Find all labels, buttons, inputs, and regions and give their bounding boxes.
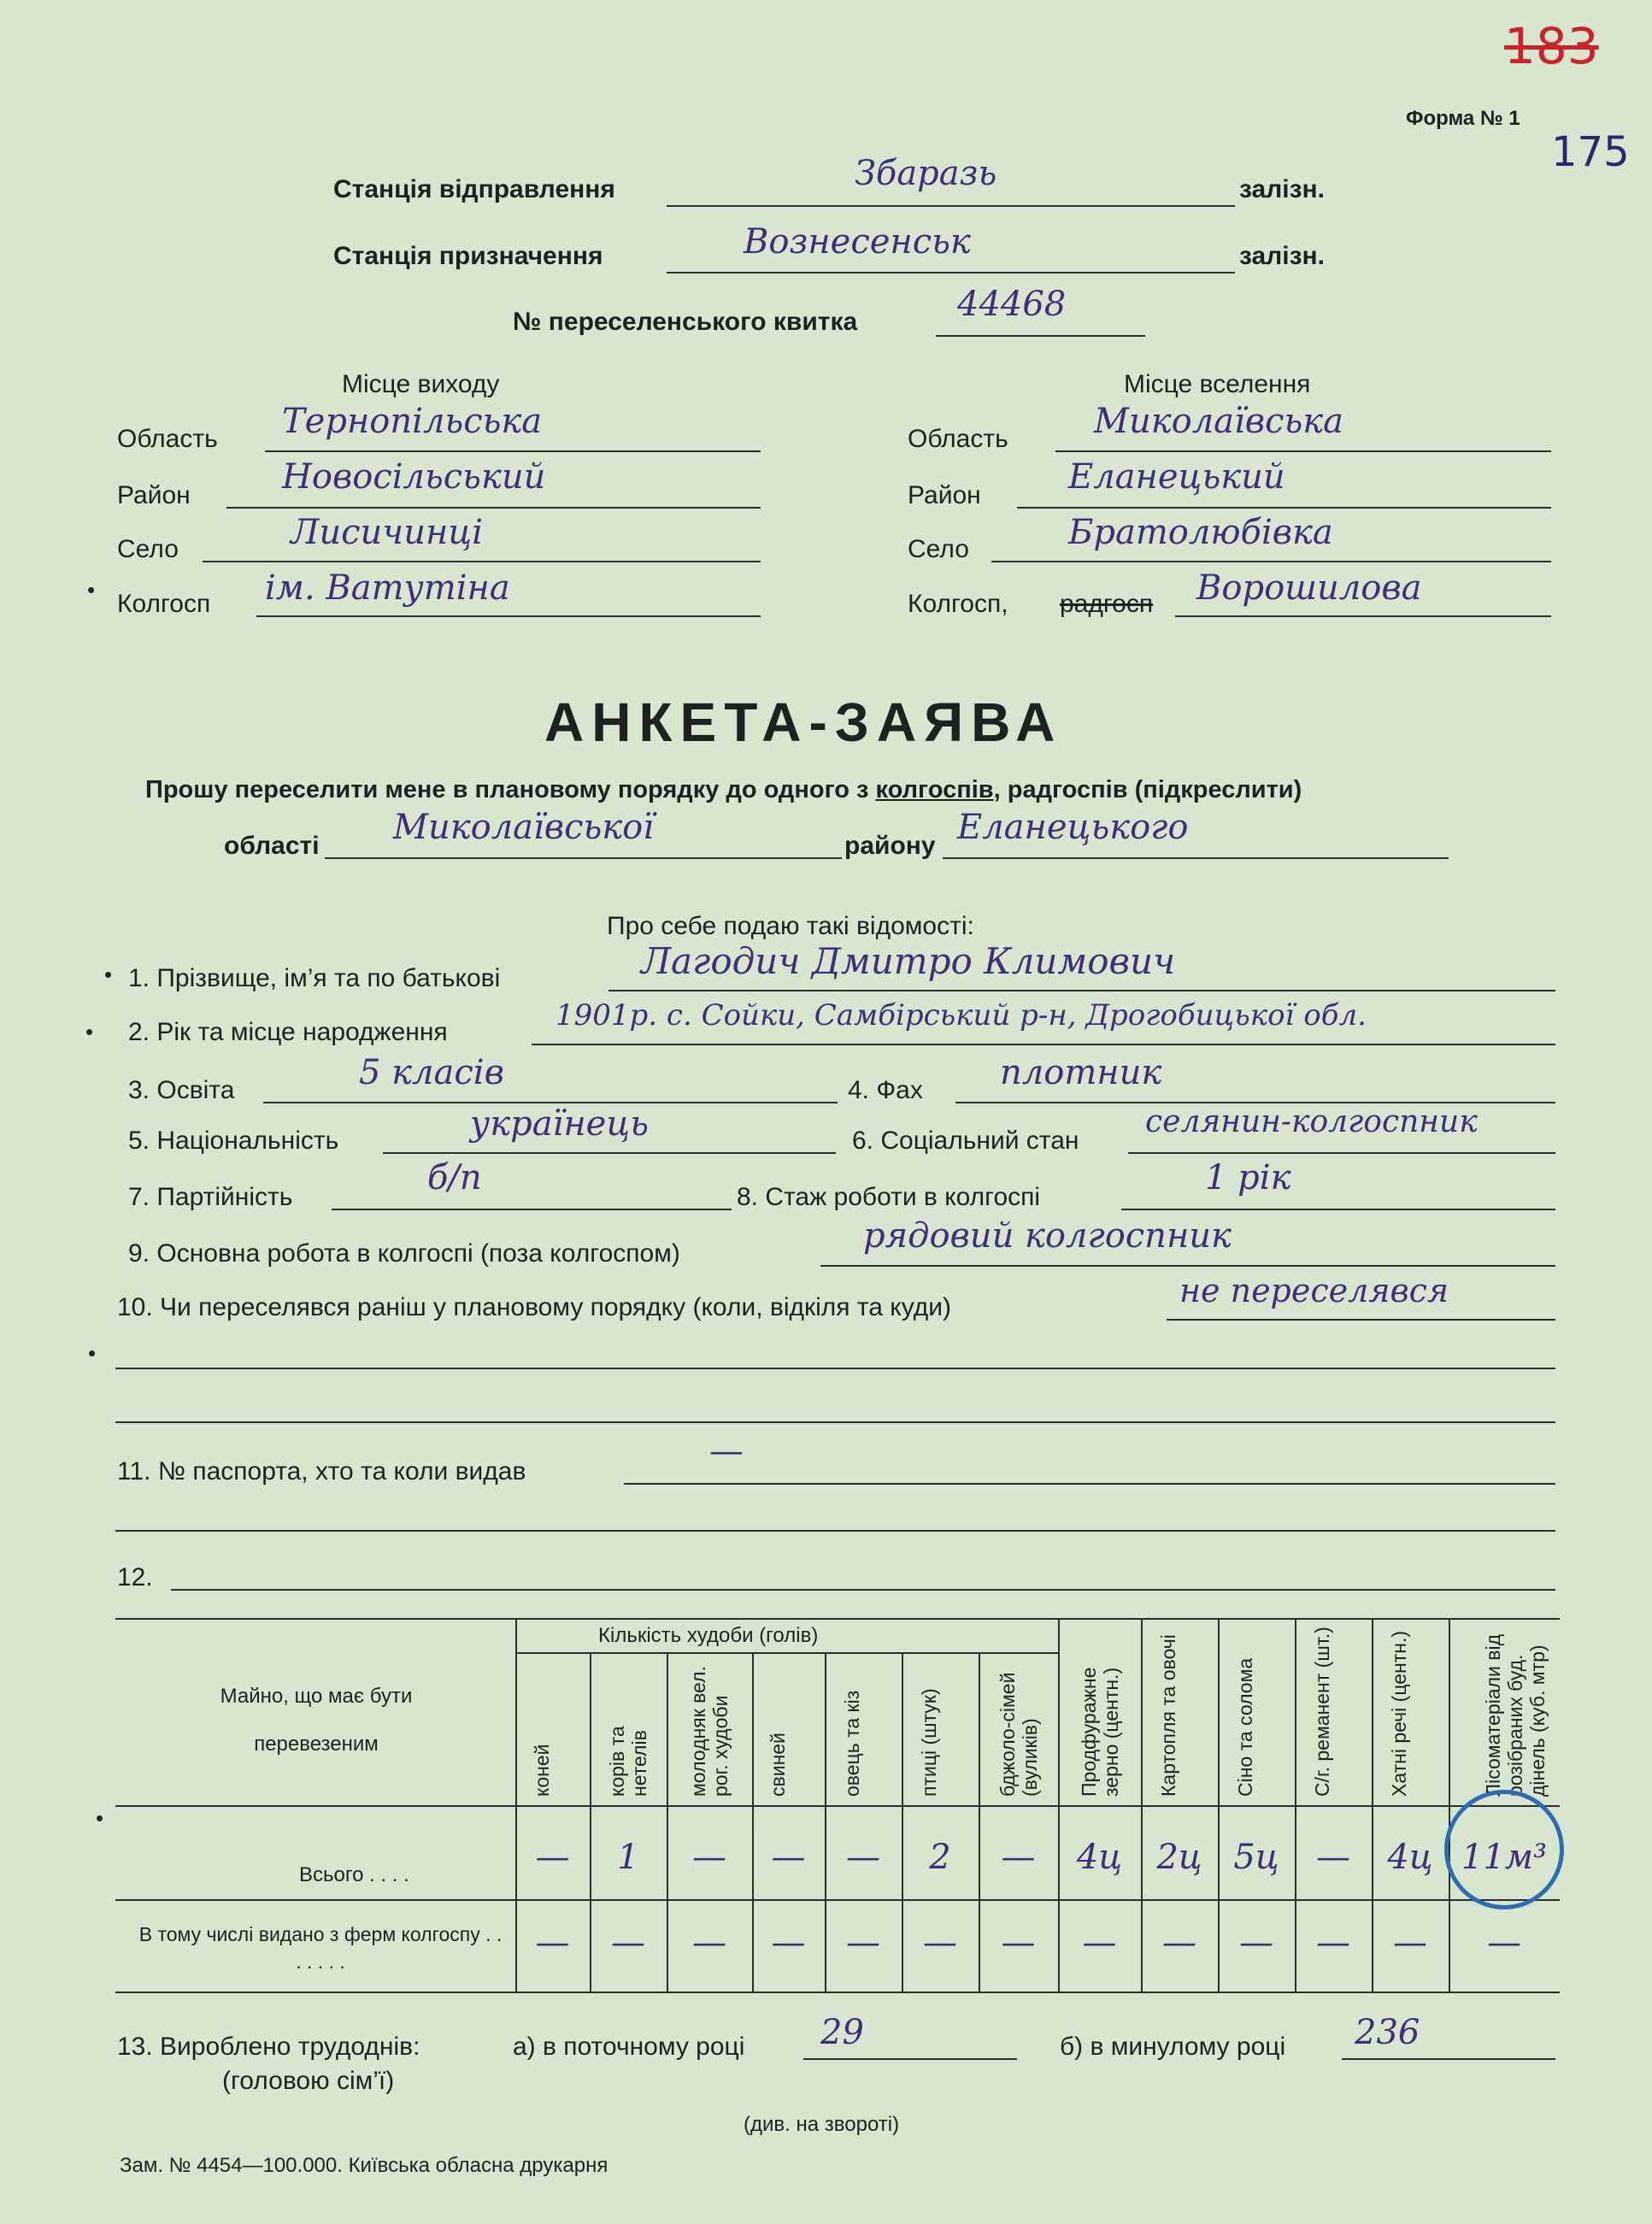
farm-cell: — xyxy=(535,1923,570,1962)
workdays-current-label: а) в поточному році xyxy=(513,2033,745,2061)
f3-label: 3. Освіта xyxy=(128,1076,235,1104)
f12-label: 12. xyxy=(117,1563,153,1592)
settle-raion-underline xyxy=(1017,507,1551,509)
request-kolhospiv: колгоспів xyxy=(875,776,994,803)
margin-mark: • xyxy=(96,1805,104,1831)
f4-value: плотник xyxy=(1000,1053,1162,1092)
total-label-text: Всього xyxy=(299,1863,364,1886)
workdays-current-underline xyxy=(803,2058,1017,2060)
farm-cell: — xyxy=(611,1923,645,1962)
settle-raion-label: Район xyxy=(908,481,981,509)
farm-cell: — xyxy=(1082,1923,1117,1962)
print-info: Зам. № 4454—100.000. Київська обласна друкарня xyxy=(120,2154,608,2177)
info-heading: Про себе подаю такі відомості: xyxy=(607,912,974,940)
exit-raion-value: Новосільський xyxy=(282,457,546,497)
destination-label: Станція призначення xyxy=(333,242,603,270)
total-cell: — xyxy=(771,1838,806,1877)
total-cell: 5ц xyxy=(1233,1838,1279,1877)
archive-number-struck: 183 xyxy=(1504,17,1599,75)
settle-oblast-label: Область xyxy=(908,425,1008,453)
f2-underline xyxy=(532,1044,1555,1045)
f6-underline xyxy=(1128,1152,1555,1154)
total-cell: 4ц xyxy=(1387,1838,1433,1877)
column-header: Сіно та солома xyxy=(1234,1657,1256,1797)
departure-value: Збаразь xyxy=(855,154,997,193)
f10-extra-line-1 xyxy=(115,1368,1555,1369)
f9-value: рядовий колгоспник xyxy=(863,1216,1232,1256)
f8-underline xyxy=(1121,1209,1555,1210)
f10-value: не переселявся xyxy=(1179,1272,1449,1309)
workdays-last-underline xyxy=(1342,2058,1555,2060)
farm-cell: — xyxy=(923,1923,957,1962)
exit-selo-underline xyxy=(203,561,761,562)
f10-extra-line-2 xyxy=(115,1421,1555,1423)
column-header: С/г. реманент (шт.) xyxy=(1311,1627,1333,1797)
farm-cell: — xyxy=(771,1923,806,1962)
margin-mark: • xyxy=(85,1019,94,1044)
column-header: свиней xyxy=(766,1733,789,1797)
f5-value: українець xyxy=(470,1104,650,1144)
page-title: АНКЕТА-ЗАЯВА xyxy=(544,691,1063,753)
ticket-value: 44468 xyxy=(957,285,1067,324)
f7-underline xyxy=(332,1209,732,1210)
settle-kolhosp-underline xyxy=(1175,615,1551,617)
request-line-end: , радгоспів (підкреслити) xyxy=(993,776,1302,803)
column-header: молодняк вел. рог. худоби xyxy=(687,1666,732,1797)
settle-selo-label: Село xyxy=(908,535,969,563)
f2-value: 1901р. с. Сойки, Самбірський р-н, Дрогобицької обл. xyxy=(556,998,1367,1033)
margin-mark: • xyxy=(87,577,96,603)
farm-cell: — xyxy=(692,1923,726,1962)
column-header: Картопля та овочі xyxy=(1157,1634,1179,1797)
workdays-sub: (головою сім’ї) xyxy=(222,2067,395,2095)
f2-label: 2. Рік та місце народження xyxy=(128,1018,448,1046)
farm-cell: — xyxy=(1393,1923,1427,1962)
farm-row-label: В тому числі видано з ферм колгоспу . . . . . . . xyxy=(138,1923,503,1973)
f12-underline xyxy=(171,1589,1555,1591)
f11-extra-line xyxy=(115,1530,1555,1532)
table-top-rule xyxy=(115,1618,1560,1620)
circle-mark xyxy=(1444,1790,1564,1909)
f10-underline xyxy=(1167,1319,1555,1321)
departure-label: Станція відправлення xyxy=(333,175,615,203)
settle-kolhosp-value: Ворошилова xyxy=(1196,568,1422,608)
workdays-label: 13. Вироблено трудоднів: xyxy=(117,2033,420,2061)
column-header: бджоло-сімей (вуликів) xyxy=(996,1672,1041,1797)
destination-value: Вознесенськ xyxy=(744,222,971,262)
settle-oblast-underline xyxy=(1055,450,1551,452)
exit-selo-value: Лисичинці xyxy=(291,513,483,552)
table-total-bottom-rule xyxy=(115,1899,1560,1901)
f1-value: Лагодич Дмитро Климович xyxy=(641,940,1176,982)
settle-radhosp-struck: радгосп xyxy=(1060,590,1154,618)
f4-underline xyxy=(955,1102,1555,1103)
total-cell: 2 xyxy=(929,1838,951,1877)
destination-underline xyxy=(667,272,1235,274)
total-cell: — xyxy=(1316,1838,1350,1877)
f7-value: б/п xyxy=(427,1158,482,1197)
workdays-last-label: б) в минулому році xyxy=(1060,2033,1286,2061)
total-cell: 11м³ xyxy=(1461,1838,1548,1877)
total-cell: — xyxy=(846,1838,880,1877)
exit-place-heading: Місце виходу xyxy=(342,370,500,398)
exit-oblast-value: Тернопільська xyxy=(282,402,543,441)
f6-value: селянин-колгоспник xyxy=(1145,1104,1478,1139)
f9-label: 9. Основна робота в колгоспі (поза колгоспом) xyxy=(128,1239,680,1268)
exit-kolhosp-value: ім. Ватутіна xyxy=(265,568,510,608)
livestock-header-rule xyxy=(515,1652,1058,1654)
form-label: Форма № 1 xyxy=(1406,107,1520,130)
f11-value: — xyxy=(709,1432,744,1471)
footer-note: (див. на звороті) xyxy=(744,2113,900,2136)
total-cell: 4ц xyxy=(1076,1838,1123,1877)
property-header: Майно, що має бути перевезеним xyxy=(220,1685,413,1756)
column-header: Хатні речі (центн.) xyxy=(1388,1630,1410,1797)
f9-underline xyxy=(820,1265,1555,1267)
settle-kolhosp-label: Колгосп, xyxy=(908,590,1008,618)
f10-label: 10. Чи переселявся раніш у плановому порядку (коли, відкіля та куди) xyxy=(117,1293,952,1321)
farm-cell: — xyxy=(1487,1923,1521,1962)
settle-selo-value: Братолюбівка xyxy=(1068,513,1333,552)
column-header: корів та нетелів xyxy=(606,1726,650,1797)
workdays-last-value: 236 xyxy=(1355,2013,1420,2052)
destination-rail-suffix: залізн. xyxy=(1239,242,1325,270)
exit-selo-label: Село xyxy=(117,535,179,563)
f3-value: 5 класів xyxy=(359,1053,504,1092)
settle-oblast-value: Миколаївська xyxy=(1094,402,1343,441)
farm-cell: — xyxy=(1001,1923,1036,1962)
exit-raion-label: Район xyxy=(117,481,191,509)
request-line-start: Прошу переселити мене в плановому порядку до одного з xyxy=(145,776,876,803)
ticket-label: № переселенського квитка xyxy=(513,308,858,336)
f8-label: 8. Стаж роботи в колгоспі xyxy=(737,1183,1041,1211)
farm-label-text: В тому числі видано з ферм колгоспу xyxy=(138,1923,480,1945)
total-cell: 2ц xyxy=(1156,1838,1202,1877)
column-header: овець та кіз xyxy=(841,1690,863,1797)
oblasti-value: Миколаївської xyxy=(393,808,655,847)
f11-underline xyxy=(624,1483,1555,1485)
farm-cell: — xyxy=(1316,1923,1350,1962)
settle-place-heading: Місце вселення xyxy=(1124,370,1311,398)
f5-underline xyxy=(383,1152,836,1154)
settle-selo-underline xyxy=(991,561,1551,562)
column-header: птиці (штук) xyxy=(918,1688,940,1797)
raionu-underline xyxy=(943,857,1449,859)
departure-underline xyxy=(667,205,1235,207)
total-cell: 1 xyxy=(617,1838,639,1877)
f1-label: 1. Прізвище, ім’я та по батькові xyxy=(128,964,501,992)
exit-kolhosp-underline xyxy=(256,615,761,617)
exit-oblast-underline xyxy=(265,450,761,452)
table-header-bottom-rule xyxy=(115,1805,1560,1807)
f5-label: 5. Національність xyxy=(128,1127,339,1155)
exit-raion-underline xyxy=(226,507,761,509)
farm-cell: — xyxy=(846,1923,880,1962)
oblasti-label: області xyxy=(224,832,320,860)
column-header: Лісоматеріали від розібраних буд. дінель (куб. мтр) xyxy=(1482,1633,1549,1797)
oblasti-underline xyxy=(325,857,842,859)
f11-label: 11. № паспорта, хто та коли видав xyxy=(117,1457,526,1486)
column-header: коней xyxy=(530,1744,553,1797)
raionu-label: району xyxy=(844,832,936,860)
workdays-current-value: 29 xyxy=(820,2013,864,2052)
farm-cell: — xyxy=(1239,1923,1273,1962)
f8-value: 1 рік xyxy=(1205,1158,1291,1197)
raionu-value: Еланецького xyxy=(957,808,1189,847)
table-bottom-rule xyxy=(115,1992,1560,1993)
column-header: Продфуражне зерно (центн.) xyxy=(1077,1667,1122,1797)
margin-mark: • xyxy=(88,1340,97,1366)
f6-label: 6. Соціальний стан xyxy=(852,1127,1079,1155)
farm-cell: — xyxy=(1162,1923,1196,1962)
exit-kolhosp-label: Колгосп xyxy=(117,590,211,618)
total-cell: — xyxy=(692,1838,726,1877)
f3-underline xyxy=(263,1102,838,1103)
exit-oblast-label: Область xyxy=(117,425,218,453)
settle-raion-value: Еланецький xyxy=(1068,457,1285,497)
archive-number: 175 xyxy=(1551,128,1630,176)
departure-rail-suffix: залізн. xyxy=(1239,175,1325,203)
request-line xyxy=(145,776,1302,804)
livestock-header: Кількість худоби (голів) xyxy=(598,1624,819,1647)
ticket-underline xyxy=(936,335,1145,337)
f1-underline xyxy=(608,990,1555,991)
total-cell: — xyxy=(1001,1838,1036,1877)
f4-label: 4. Фах xyxy=(848,1076,923,1104)
total-cell: — xyxy=(535,1838,570,1877)
f7-label: 7. Партійність xyxy=(128,1183,293,1211)
total-row-label: Всього . . . . xyxy=(299,1863,409,1886)
margin-mark: • xyxy=(104,962,113,987)
